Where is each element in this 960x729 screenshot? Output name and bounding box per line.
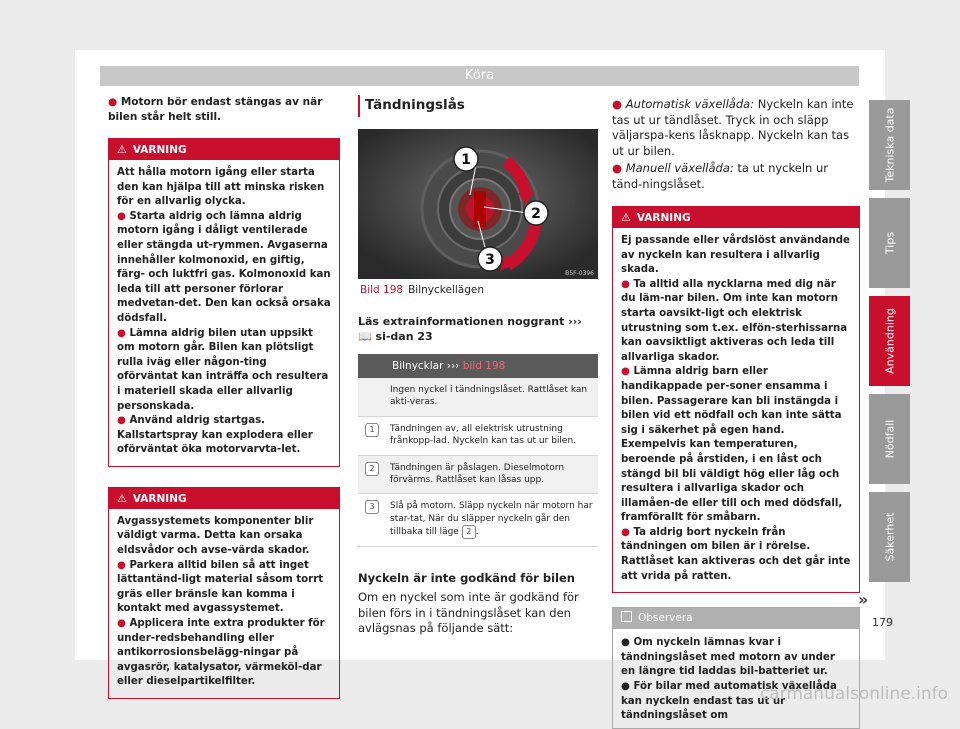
warning-bullet: ● Starta aldrig och lämna aldrig motorn igång i dåligt ventilerade eller stängda ut-rymmen. Avgaserna innehåller kolmonoxid, en giftig, färg- och luktfri gas. Kolmonoxid kan leda till att personer förlorar medvetan-det. Den kan också orsaka dödsfall. [117, 210, 331, 324]
note-bullet: ● Om nyckeln lämnas kvar i tändningslåset med motorn av under en längre tid laddas bil-batteriet ur. [621, 637, 835, 678]
warning-text: Ej passande eller vårdslöst användande av nyckeln kan resultera i allvarlig skada. [621, 235, 850, 276]
tab-anvandning[interactable]: Användning [869, 296, 910, 386]
section-title: Tändningslås [358, 95, 598, 117]
tab-nodfall[interactable]: Nödfall [869, 394, 910, 484]
note-body [613, 629, 859, 728]
warning-body [109, 509, 339, 698]
warning-box-1 [108, 138, 340, 467]
warning-text: Avgassystemets komponenter blir väldigt varma. Detta kan orsaka eldsvådor och avse-värda skador. [117, 515, 314, 557]
page-number: 179 [872, 616, 893, 629]
warning-bullet: ● Lämna aldrig barn eller handikappade per-soner ensamma i bilen. Passagerare kan bli instängda i bilen vid ett nödfall och kan inte sätta sig i säkerhet på egen hand. Exempelvis kan temperaturen, beroende på årstiden, i en låst och stängd bil bli väldigt hög eller låg och resultera i allvarliga skador och illamåen-de eller till och med dödsfall, framförallt för småbarn. [621, 366, 843, 524]
figure-marker-3: 3 [485, 252, 495, 268]
figure-code: B5F-0396 [565, 270, 594, 277]
warning-bullet: ● Använd aldrig startgas. Kallstartspray kan explodera eller oförväntat öka motorvarvta-let. [117, 415, 313, 456]
ignition-lock-illustration [358, 129, 598, 279]
key-positions-table [358, 354, 598, 547]
tab-tekniska-data[interactable]: Tekniska data [869, 100, 910, 190]
page-header: Köra [100, 66, 859, 86]
column-middle [358, 95, 598, 637]
warning-bullet: ● Ta alltid alla nycklarna med dig när du läm-nar bilen. Om inte kan motorn starta oavsikt-ligt och elektrisk utrustning som t.ex. elfön-sterhissarna kan oavsiktligt aktiveras och leda till allvarliga skador. [621, 278, 848, 363]
warning-bullet: ● Parkera alltid bilen så att inget lättantänd-ligt material såsom torrt gräs eller bränsle kan komma i kontakt med avgassystemet. [117, 559, 324, 615]
table-row: 1 Tändningen av, all elektrisk utrustning frånkopp-lad. Nyckeln kan tas ut ur bilen. [358, 416, 598, 455]
tab-tips[interactable]: Tips [869, 198, 910, 288]
book-icon: 📖 [358, 330, 372, 343]
table-row: 2 Tändningen är påslagen. Dieselmotorn förvärms. Rattlåset kan låsas upp. [358, 455, 598, 494]
note-bullet: ● För bilar med automatisk växellåda kan nyckeln endast tas ut ur tändningslåset om [621, 681, 837, 722]
subheading: Nyckeln är inte godkänd för bilen [358, 571, 575, 586]
warning-bullet: ● Ta aldrig bort nyckeln från tändningen om bilen är i rörelse. Rattlåset kan aktiveras och det går inte att vrida på ratten. [621, 526, 851, 582]
ignition-figure [358, 129, 598, 279]
warning-triangle-icon: ⚠ [117, 491, 127, 505]
transmission-bullet: ● Manuell växellåda: ta ut nyckeln ur tänd-ningslåset. [612, 161, 828, 191]
warning-box-2 [108, 487, 340, 699]
warning-header: ⚠ VARNING [109, 139, 339, 160]
figure-marker-1: 1 [461, 152, 471, 168]
table-row: Ingen nyckel i tändningslåset. Rattlåset kan akti-veras. [358, 378, 598, 416]
warning-header: ⚠ VARNING [613, 207, 859, 228]
table-header: Bilnycklar ››› bild 198 [358, 354, 598, 378]
figure-caption: Bild 198 Bilnyckellägen [360, 284, 484, 296]
note-icon [621, 611, 632, 622]
warning-bullet: ● Lämna aldrig bilen utan uppsikt om motorn går. Bilen kan plötsligt rulla iväg eller någon-ting oförväntat kan inträffa och resultera i materiell skada eller allvarlig personskada. [117, 327, 329, 412]
table-row: 3 Slå på motorn. Släpp nyckeln när motorn har star-tat, När du släpper nyckeln går den tillbaka till läge 2 . [358, 494, 598, 547]
warning-header: ⚠ VARNING [109, 488, 339, 509]
body-paragraph: Om en nyckel som inte är godkänd för bilen förs in i tändningslåset kan den avlägsnas på följande sätt: [358, 590, 579, 636]
read-more-note: Läs extrainformationen noggrant ››› 📖 si-dan 23 [358, 315, 582, 343]
warning-box-3 [612, 206, 860, 593]
figure-marker-2: 2 [531, 206, 541, 222]
warning-triangle-icon: ⚠ [621, 211, 631, 224]
column-right [612, 97, 860, 729]
note-box [612, 607, 860, 729]
warning-body [613, 228, 859, 592]
warning-body [109, 160, 339, 466]
warning-bullet: ● Applicera inte extra produkter för under-redsbehandling eller antikorrosionsbelägg-ningar på avgasrör, katalysator, värmeköl-dar eller dieselpartikelfilter. [117, 618, 325, 688]
transmission-bullet: ● Automatisk växellåda: Nyckeln kan inte tas ut ur tändlåset. Tryck in och släpp väljarspa-kens låsknapp. Nyckeln kan tas ut ur bilen. [612, 97, 854, 158]
continue-arrow-icon: » [858, 590, 869, 609]
column-left [108, 95, 340, 699]
note-header: Observera [613, 608, 859, 629]
tab-sakerhet[interactable]: Säkerhet [869, 492, 910, 582]
intro-bullet: ● Motorn bör endast stängas av när bilen står helt still. [108, 96, 323, 123]
section-tabs [869, 100, 910, 590]
warning-triangle-icon: ⚠ [117, 143, 127, 156]
watermark: carmanualsonline.info [759, 684, 948, 704]
warning-text: Att hålla motorn igång eller starta den kan hjälpa till att minska risken för en allvarlig olycka. [117, 167, 325, 208]
